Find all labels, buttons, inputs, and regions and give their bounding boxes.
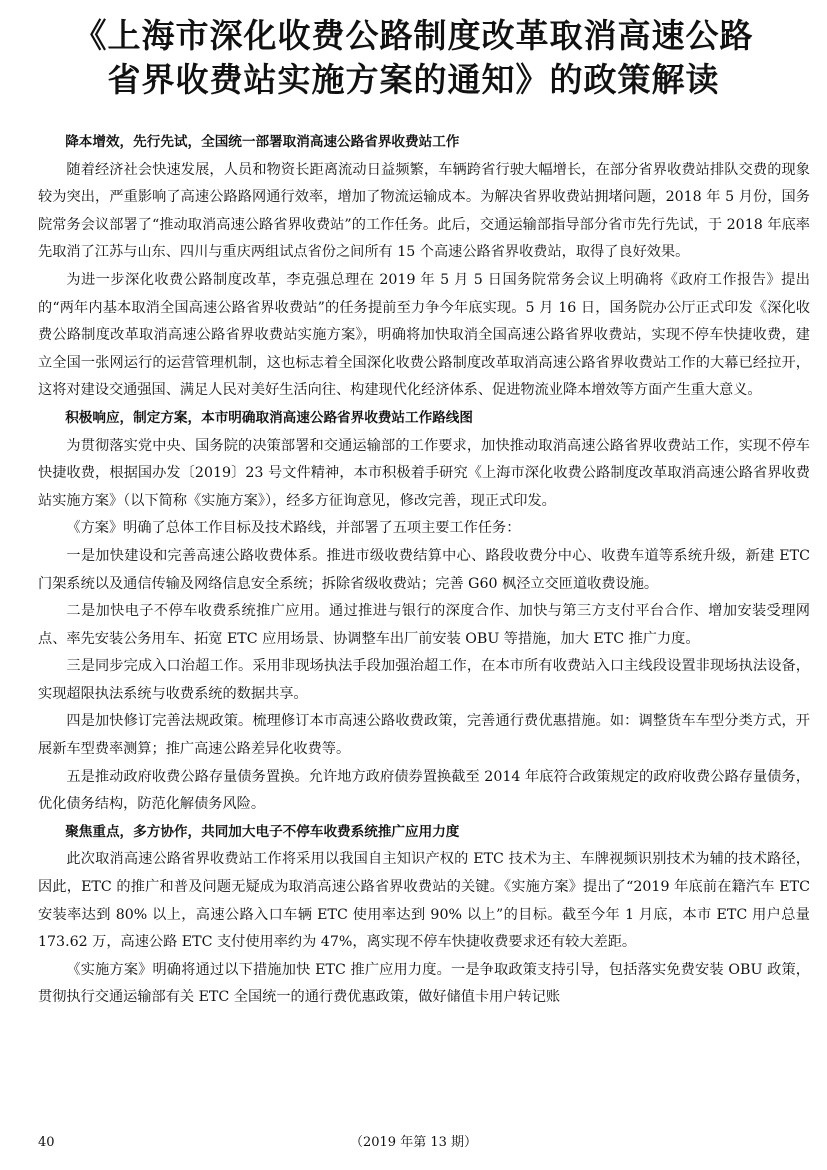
document-title bbox=[20, 14, 807, 102]
paragraph: 随着经济社会快速发展，人员和物资长距离流动日益频繁，车辆跨省行驶大幅增长，在部分省界收费站排队交费的现象较为突出，严重影响了高速公路路网通行效率，增加了物流运输成本。为解决省界收费站拥堵问题，2018 年 5 月份，国务院常务会议部署了“推动取消高速公路省界收费站”的工作任务。此后，交通运输部指导部分省市先行先试，于 2018 年底率先取消了江苏与山东、四川与重庆两组试点省份之间所有 15 个高速公路省界收费站，取得了良好效果。 bbox=[38, 161, 810, 261]
paragraph-task-4: 四是加快修订完善法规政策。梳理修订本市高速公路收费政策，完善通行费优惠措施。如：调整货车车型分类方式，开展新车型费率测算；推广高速公路差异化收费等。 bbox=[38, 713, 810, 758]
paragraph-task-2: 二是加快电子不停车收费系统推广应用。通过推进与银行的深度合作、加快与第三方支付平台合作、增加安装受理网点、率先安装公务用车、拓宽 ETC 应用场景、协调整车出厂前安装 OBU 等措施，加大 ETC 推广力度。 bbox=[38, 603, 810, 647]
page-number: 40 bbox=[38, 1135, 55, 1150]
paragraph: 此次取消高速公路省界收费站工作将采用以我国自主知识产权的 ETC 技术为主、车牌视频识别技术为辅的技术路径，因此，ETC 的推广和普及问题无疑成为取消高速公路省界收费站的关键。《实施方案》提出了“2019 年底前在籍汽车 ETC 安装率达到 80% 以上，高速公路入口车辆 ETC 使用率达到 90% 以上”的目标。截至今年 1 月底，本市 ETC 用户总量 173.62 万，高速公路 ETC 支付使用率约为 47%，离实现不停车快捷收费要求还有较大差距。 bbox=[38, 851, 810, 951]
paragraph: 为贯彻落实党中央、国务院的决策部署和交通运输部的工作要求，加快推动取消高速公路省界收费站工作，实现不停车快捷收费，根据国办发〔2019〕23 号文件精神，本市积极着手研究《上海市深化收费公路制度改革取消高速公路省界收费站实施方案》（以下简称《实施方案》），经多方征询意见，修改完善，现正式印发。 bbox=[38, 437, 810, 509]
paragraph: 为进一步深化收费公路制度改革，李克强总理在 2019 年 5 月 5 日国务院常务会议上明确将《政府工作报告》提出的“两年内基本取消全国高速公路省界收费站”的任务提前至力争今年底实现。5 月 16 日，国务院办公厅正式印发《深化收费公路制度改革取消高速公路省界收费站实施方案》，明确将加快取消全国高速公路省界收费站，实现不停车快捷收费，建立全国一张网运行的运营管理机制，这也标志着全国深化收费公路制度改革取消高速公路省界收费站工作的大幕已经拉开，这将对建设交通强国、满足人民对美好生活向往、构建现代化经济体系、促进物流业降本增效等方面产生重大意义。 bbox=[38, 271, 810, 399]
article-body bbox=[38, 129, 810, 1012]
paragraph-task-1: 一是加快建设和完善高速公路收费体系。推进市级收费结算中心、路段收费分中心、收费车道等系统升级，新建 ETC 门架系统以及通信传输及网络信息安全系统；拆除省级收费站；完善 G60 枫泾立交匝道收费设施。 bbox=[38, 547, 810, 592]
section-heading-3: 聚焦重点，多方协作，共同加大电子不停车收费系统推广应用力度 bbox=[65, 823, 460, 840]
title-line-1: 《上海市深化收费公路制度改革取消高速公路 bbox=[73, 16, 754, 55]
paragraph: 《实施方案》明确将通过以下措施加快 ETC 推广应用力度。一是争取政策支持引导，包括落实免费安装 OBU 政策，贯彻执行交通运输部有关 ETC 全国统一的通行费优惠政策，做好储值卡用户转记账 bbox=[38, 961, 810, 1006]
title-line-2: 省界收费站实施方案的通知》的政策解读 bbox=[107, 60, 720, 99]
paragraph-task-5: 五是推动政府收费公路存量债务置换。允许地方政府债券置换截至 2014 年底符合政策规定的政府收费公路存量债务，优化债务结构，防范化解债务风险。 bbox=[38, 768, 810, 813]
section-heading-2: 积极响应，制定方案，本市明确取消高速公路省界收费站工作路线图 bbox=[65, 409, 473, 426]
issue-label: （2019 年第 13 期） bbox=[349, 1135, 478, 1150]
section-heading-1: 降本增效，先行先试，全国统一部署取消高速公路省界收费站工作 bbox=[65, 134, 460, 150]
paragraph-task-3: 三是同步完成入口治超工作。采用非现场执法手段加强治超工作，在本市所有收费站入口主线段设置非现场执法设备，实现超限执法系统与收费系统的数据共享。 bbox=[38, 658, 810, 702]
paragraph: 《方案》明确了总体工作目标及技术路线，并部署了五项主要工作任务： bbox=[66, 520, 521, 537]
